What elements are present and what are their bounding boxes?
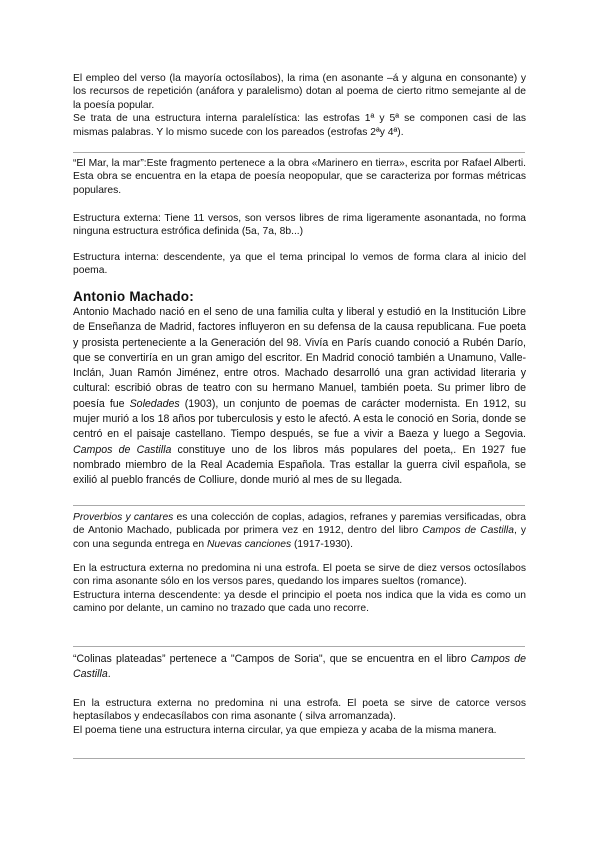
bio-title-soledades: Soledades bbox=[129, 397, 180, 410]
proverbios-book-campos: Campos de Castilla bbox=[422, 525, 514, 537]
colinas-paragraph-3: El poema tiene una estructura interna circular, ya que empieza y acaba de la misma manera. bbox=[73, 724, 497, 736]
bio-text-2: (1903), un conjunto de poemas de carácter modernista. En 1912, su mujer murió a los 18 años por tuberculosis y esto le afectó. A esta le conoció en Soria, donde se centró en el paisaje castellano. Tiempo después, se fue a vivir a Baeza y luego a Segovia. bbox=[73, 397, 526, 441]
intro-paragraph-2: Se trata de una estructura interna paralelística: las estrofas 1ª y 5ª se componen casi de las mismas palabras. Y lo mismo sucede con los pareados (estrofas 2ªy 4ª). bbox=[73, 113, 526, 138]
proverbios-paragraph-3: Estructura interna descendente: ya desde el principio el poeta nos indica que la vida es como un camino por delante, un camino no trazado que cada uno recorre. bbox=[73, 589, 526, 615]
intro-paragraph-1: El empleo del verso (la mayoría octosílabos), la rima (en asonante –á y alguna en consonante) y los recursos de repetición (anáfora y paralelismo) dotan al poema de cierto ritmo semejante al de la poesía popular. bbox=[73, 73, 526, 111]
colinas-paragraph-2: En la estructura externa no predomina ni una estrofa. El poeta se sirve de catorce versos heptasílabos y endecasílabos con rima asonante ( silva arromanzada). bbox=[73, 698, 526, 723]
bio-text-1: Antonio Machado nació en el seno de una familia culta y liberal y estudió en la Institución Libre de Enseñanza de Madrid, factores influyeron en su defensa de la causa republicana. Fue poeta y prosista perteneciente a la Generación del 98. Vivía en París cuando conoció a Rubén Darío, que se convertiría en un gran amigo del escritor. En Madrid conoció también a Unamuno, Valle-Inclán, Juan Ramón Jiménez, entre otros. Machado desarrolló una gran actividad literaria y cultural: escribió obras de teatro con su hermano Manuel, también poeta. Su primer libro de poesía fue bbox=[73, 306, 526, 410]
proverbios-structure bbox=[73, 562, 526, 616]
colinas-book-campos: Campos de Castilla bbox=[73, 653, 526, 681]
proverbios-text-3: (1917-1930). bbox=[291, 538, 353, 550]
bio-title-campos: Campos de Castilla bbox=[73, 443, 172, 456]
divider-4 bbox=[73, 758, 525, 759]
mar-paragraph-2: Estructura externa: Tiene 11 versos, son versos libres de rima ligeramente asonantada, no forma ninguna estructura estrófica definida (5a, 7a, 8b...) bbox=[73, 213, 526, 238]
bio-text-3: constituye uno de los libros más populares del poeta,. En 1927 fue nombrado miembro de la Real Academia Española. Tras estallar la guerra civil española, se exilió al pueblo francés de Colliure, donde murió al mes de su llegada. bbox=[73, 443, 526, 487]
proverbios-title: Proverbios y cantares bbox=[73, 512, 174, 523]
proverbios-section bbox=[73, 511, 526, 551]
mar-structure-internal bbox=[73, 251, 526, 278]
divider-1 bbox=[73, 152, 525, 153]
divider-2 bbox=[73, 505, 525, 506]
colinas-paragraph-1 bbox=[73, 652, 526, 683]
divider-3 bbox=[73, 646, 525, 647]
colinas-text-1: “Colinas plateadas” pertenece a "Campos de Soria", que se encuentra en el libro bbox=[73, 653, 471, 665]
mar-paragraph-1: “El Mar, la mar”:Este fragmento pertenece a la obra «Marinero en tierra», escrita por Rafael Alberti. Esta obra se encuentra en la etapa de poesía neopopular, que se caracteriza por formas métricas populares. bbox=[73, 158, 526, 196]
colinas-section bbox=[73, 652, 526, 683]
intro-section bbox=[73, 72, 526, 139]
proverbios-text-2: , y con una segunda entrega en bbox=[73, 525, 527, 550]
mar-paragraph-3: Estructura interna: descendente, ya que el tema principal lo vemos de forma clara al inicio del poema. bbox=[73, 252, 526, 277]
machado-heading: Antonio Machado: bbox=[73, 289, 194, 304]
colinas-text-2: . bbox=[107, 668, 111, 681]
mar-structure-external bbox=[73, 212, 526, 239]
mar-section bbox=[73, 157, 526, 197]
colinas-structure bbox=[73, 697, 526, 737]
proverbios-text-1: es una colección de coplas, adagios, refranes y paremias versificadas, obra de Antonio Machado, publicada por primera vez en 1912, dentro del libro bbox=[73, 512, 526, 537]
machado-bio bbox=[73, 305, 526, 489]
proverbios-book-nuevas: Nuevas canciones bbox=[206, 538, 292, 550]
proverbios-paragraph-2: En la estructura externa no predomina ni una estrofa. El poeta se sirve de diez versos octosílabos con rima asonante sólo en los versos pares, quedando los impares sueltos (romance). bbox=[73, 563, 526, 588]
proverbios-paragraph-1 bbox=[73, 511, 526, 551]
machado-bio-paragraph bbox=[73, 305, 526, 489]
